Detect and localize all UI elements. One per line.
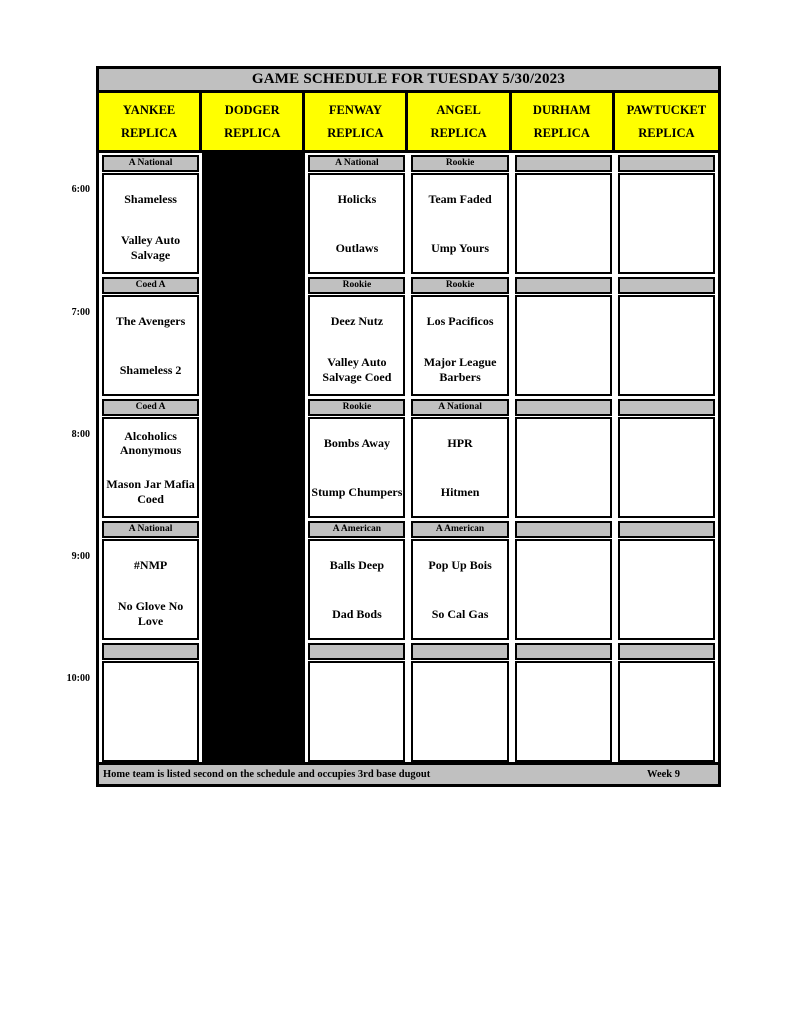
home-team <box>517 590 610 639</box>
field-subname: REPLICA <box>327 126 384 140</box>
slot-700 <box>411 277 508 396</box>
schedule-grid <box>99 153 718 762</box>
game-cell <box>515 539 612 640</box>
slot-600 <box>411 155 508 274</box>
away-team: Deez Nutz <box>330 314 384 329</box>
slot-600 <box>308 155 405 274</box>
away-team <box>517 541 610 590</box>
slot-1000 <box>411 643 508 762</box>
slot-900 <box>411 521 508 640</box>
away-team: Balls Deep <box>329 558 385 573</box>
week-label: Week 9 <box>647 769 680 780</box>
home-team <box>517 346 610 395</box>
division-label <box>515 155 612 172</box>
division-label: Coed A <box>102 399 199 416</box>
away-team <box>310 663 403 712</box>
away-team <box>620 663 713 712</box>
away-team: #NMP <box>133 558 168 573</box>
division-label: A National <box>102 155 199 172</box>
field-name: DURHAM <box>532 102 591 117</box>
division-label: A National <box>411 399 508 416</box>
away-team: Alcoholics Anonymous <box>119 428 182 458</box>
division-label <box>515 643 612 660</box>
home-team: Dad Bods <box>332 606 382 621</box>
game-cell <box>308 295 405 396</box>
division-label: A National <box>102 521 199 538</box>
division-label <box>102 643 199 660</box>
field-name: ANGEL <box>436 102 481 117</box>
footer-bar <box>99 762 718 784</box>
away-team <box>517 419 610 468</box>
field-header-durham <box>512 93 615 150</box>
division-label <box>515 521 612 538</box>
home-team: Valley Auto Salvage <box>120 233 181 262</box>
page-title: GAME SCHEDULE FOR TUESDAY 5/30/2023 <box>99 69 718 93</box>
division-label: A American <box>411 521 508 538</box>
division-label <box>618 155 715 172</box>
away-team: Pop Up Bois <box>428 558 492 573</box>
slot-600 <box>618 155 715 274</box>
home-team: Mason Jar Mafia Coed <box>106 477 195 506</box>
away-team <box>620 175 713 224</box>
time-label-8: 8:00 <box>71 429 90 440</box>
slot-900 <box>308 521 405 640</box>
away-team: HPR <box>447 436 473 451</box>
field-subname: REPLICA <box>120 126 178 140</box>
away-team <box>517 175 610 224</box>
field-column-pawtucket <box>615 153 718 762</box>
game-cell <box>102 173 199 274</box>
slot-1000 <box>515 643 612 762</box>
home-team <box>310 712 403 761</box>
field-header-fenway <box>305 93 408 150</box>
field-subname: REPLICA <box>638 126 695 140</box>
slot-700 <box>102 277 199 396</box>
game-cell <box>411 661 508 762</box>
slot-600 <box>515 155 612 274</box>
home-team <box>620 346 713 395</box>
field-name: FENWAY <box>328 102 382 117</box>
home-team: So Cal Gas <box>431 606 489 621</box>
away-team <box>620 419 713 468</box>
division-label <box>618 399 715 416</box>
time-label-7: 7:00 <box>71 307 90 318</box>
division-label: A American <box>308 521 405 538</box>
division-label <box>618 277 715 294</box>
field-header-row <box>99 93 718 153</box>
game-cell <box>411 417 508 518</box>
division-label <box>618 521 715 538</box>
slot-700 <box>618 277 715 396</box>
game-cell <box>618 295 715 396</box>
field-column-durham <box>512 153 615 762</box>
game-cell <box>308 173 405 274</box>
game-cell <box>102 661 199 762</box>
home-team: Major League Barbers <box>423 355 497 384</box>
game-cell <box>515 417 612 518</box>
division-label: Coed A <box>102 277 199 294</box>
division-label <box>411 643 508 660</box>
time-label-10: 10:00 <box>66 673 90 684</box>
division-label: A National <box>308 155 405 172</box>
home-team: Ump Yours <box>431 240 490 255</box>
time-label-9: 9:00 <box>71 551 90 562</box>
field-subname: REPLICA <box>430 126 487 140</box>
slot-700 <box>515 277 612 396</box>
game-cell <box>515 295 612 396</box>
field-name: PAWTUCKET <box>626 102 707 117</box>
slot-900 <box>618 521 715 640</box>
away-team <box>413 663 506 712</box>
away-team: The Avengers <box>115 314 186 329</box>
slot-900 <box>515 521 612 640</box>
game-cell <box>102 295 199 396</box>
home-team <box>104 712 197 761</box>
game-cell <box>411 295 508 396</box>
home-team: Shameless 2 <box>119 362 182 377</box>
home-team <box>517 712 610 761</box>
field-name: DODGER <box>224 102 280 117</box>
field-header-dodger <box>202 93 305 150</box>
division-label <box>515 399 612 416</box>
slot-800 <box>102 399 199 518</box>
schedule-sheet <box>96 66 721 787</box>
home-team: Hitmen <box>440 484 480 499</box>
field-subname: REPLICA <box>533 126 590 140</box>
slot-1000 <box>308 643 405 762</box>
away-team <box>517 663 610 712</box>
home-team: Outlaws <box>335 240 379 255</box>
slot-800 <box>618 399 715 518</box>
away-team <box>104 663 197 712</box>
game-cell <box>515 173 612 274</box>
away-team: Team Faded <box>428 192 492 207</box>
slot-700 <box>308 277 405 396</box>
game-cell <box>308 417 405 518</box>
field-name: YANKEE <box>122 102 176 117</box>
field-column-fenway <box>305 153 408 762</box>
game-cell <box>618 173 715 274</box>
home-team: Stump Chumpers <box>311 484 403 499</box>
game-cell <box>411 173 508 274</box>
home-team <box>620 712 713 761</box>
away-team: Bombs Away <box>323 436 390 451</box>
away-team <box>620 541 713 590</box>
away-team: Los Pacificos <box>426 314 494 329</box>
slot-900 <box>102 521 199 640</box>
home-team: No Glove No Love <box>117 599 184 628</box>
home-team <box>620 468 713 517</box>
field-column-angel <box>408 153 511 762</box>
division-label: Rookie <box>411 155 508 172</box>
time-label-6: 6:00 <box>71 184 90 195</box>
division-label: Rookie <box>411 277 508 294</box>
division-label <box>515 277 612 294</box>
field-subname: REPLICA <box>224 126 281 140</box>
slot-800 <box>515 399 612 518</box>
game-cell <box>618 539 715 640</box>
field-column-dodger-blocked <box>202 153 305 762</box>
field-header-yankee <box>99 93 202 150</box>
field-column-yankee <box>99 153 202 762</box>
slot-600 <box>102 155 199 274</box>
away-team <box>517 297 610 346</box>
slot-1000 <box>102 643 199 762</box>
division-label: Rookie <box>308 399 405 416</box>
game-cell <box>102 417 199 518</box>
game-cell <box>102 539 199 640</box>
home-team <box>620 224 713 273</box>
away-team: Holicks <box>337 192 377 207</box>
field-header-pawtucket <box>615 93 718 150</box>
game-cell <box>308 661 405 762</box>
field-header-angel <box>408 93 511 150</box>
division-label <box>618 643 715 660</box>
slot-1000 <box>618 643 715 762</box>
home-team <box>620 590 713 639</box>
slot-800 <box>308 399 405 518</box>
away-team: Shameless <box>124 192 177 207</box>
game-cell <box>411 539 508 640</box>
footer-note: Home team is listed second on the schedule and occupies 3rd base dugout <box>103 769 431 780</box>
slot-800 <box>411 399 508 518</box>
division-label <box>308 643 405 660</box>
game-cell <box>308 539 405 640</box>
home-team <box>413 712 506 761</box>
home-team <box>517 468 610 517</box>
away-team <box>620 297 713 346</box>
game-cell <box>618 661 715 762</box>
home-team <box>517 224 610 273</box>
home-team: Valley Auto Salvage Coed <box>322 355 392 384</box>
game-cell <box>618 417 715 518</box>
game-cell <box>515 661 612 762</box>
division-label: Rookie <box>308 277 405 294</box>
